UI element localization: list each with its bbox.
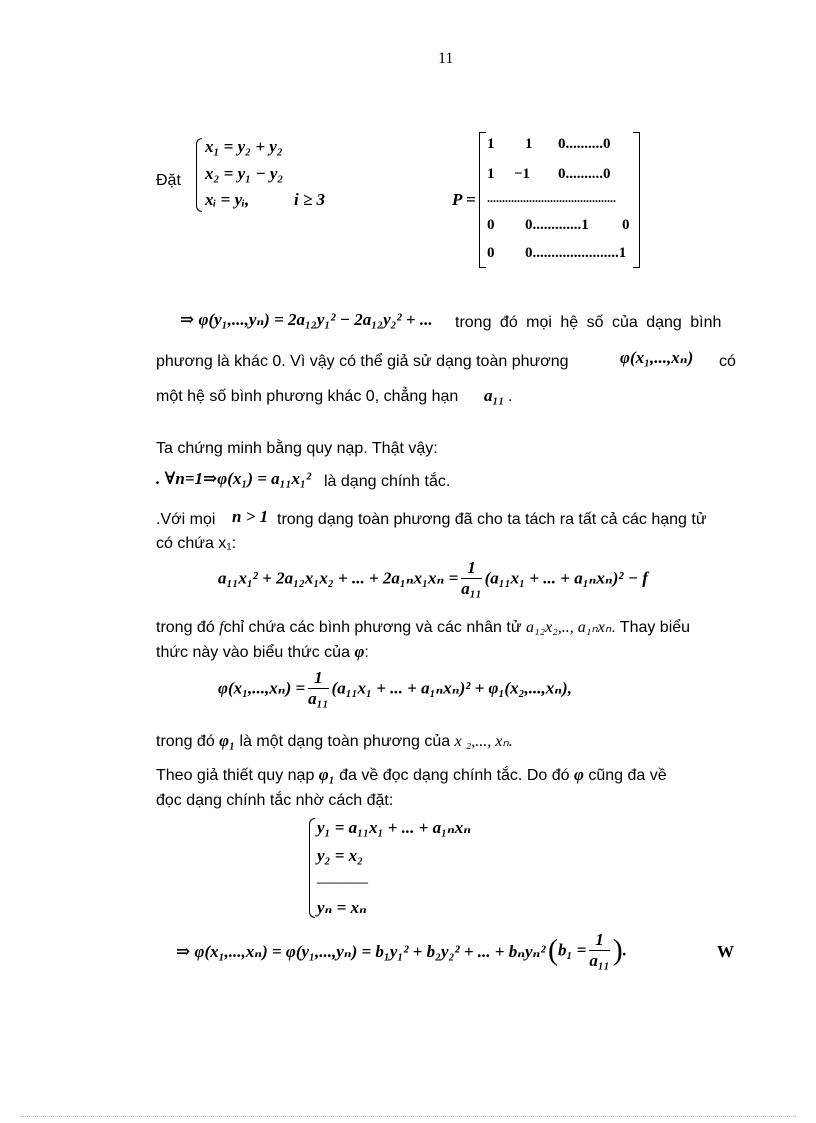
system1-eq1: x₁ = y₂ + y₂ — [205, 137, 283, 156]
eq-phi-frac-num: 1 — [308, 668, 328, 689]
para1-line3: một hệ số bình phương khác 0, chẳng hạn — [156, 388, 459, 405]
para-theo-phi1: φ₁ — [318, 765, 335, 784]
matrix-label: P = — [452, 190, 476, 209]
para1-formula: ⇒ φ(y₁,...,yₙ) = 2a₁₂y₁² − 2a₁₂y₂² + ... — [180, 310, 433, 329]
matrix-r2c3: 0..........0 — [558, 166, 611, 182]
para1-line2: phương là khác 0. Vì vậy có thể giả sử dạng toàn phương — [156, 353, 569, 370]
system2-eq4: yₙ = xₙ — [317, 898, 367, 917]
system1-eq3: xᵢ = yᵢ, — [205, 190, 250, 209]
system2-brace — [309, 818, 315, 918]
para-f-b: chỉ chứa các bình phương và các nhân tử — [223, 619, 522, 636]
eq-split-frac-num: 1 — [461, 558, 481, 579]
para-theo-c: cũng đa về — [588, 767, 667, 784]
matrix-r3-dots: ........................................... — [487, 191, 616, 205]
matrix-r4c2: 0.............1 — [525, 217, 589, 233]
final-b1: (b₁ = $\frac{1}{\text{a₁₁}}$ ). — [548, 930, 627, 970]
para1-line3-formula: a₁₁ — [484, 386, 505, 405]
eq-split — [218, 558, 648, 599]
para-f-line2 — [156, 642, 369, 662]
system2-eq3: ——— — [317, 872, 368, 891]
matrix-r5c1: 0 — [487, 245, 495, 261]
page-number: 11 — [438, 50, 454, 67]
eq-phi — [218, 668, 572, 709]
para-theo-line2: đọc dạng chính tắc nhờ cách đặt: — [156, 792, 394, 809]
para-phi1-symbol: φ₁ — [219, 731, 236, 750]
para-f-line1 — [156, 617, 690, 637]
system1-brace — [196, 138, 202, 212]
final-formula: ⇒ φ(x₁,...,xₙ) = φ(y₁,...,yₙ) = b₁y₁² + b₂y₂² + ... + bₙyₙ² — [176, 942, 546, 961]
para-theo-a: Theo giả thiết quy nạp — [156, 767, 315, 784]
final-b1-fraction — [589, 930, 609, 971]
system2-eq1: y₁ = a₁₁x₁ + ... + a₁ₙxₙ — [317, 818, 472, 837]
system1-eq2: x₂ = y₁ − y₂ — [205, 164, 284, 183]
induction-case1-text: là dạng chính tắc. — [324, 473, 451, 490]
para-theo-line1 — [156, 765, 667, 785]
para-f-f: f — [219, 619, 224, 636]
system2-eq2: y₂ = x₂ — [317, 846, 364, 865]
matrix-r4c1: 0 — [487, 217, 495, 233]
induction-case2-formula: n > 1 — [232, 507, 269, 526]
para-f-phi: φ — [354, 642, 365, 661]
eq-phi-rhs: (a₁₁x₁ + ... + a₁ₙxₙ)² + φ₁(x₂,...,xₙ), — [331, 678, 572, 698]
para1-line2-end: có — [719, 353, 736, 370]
matrix-r5c2: 0.......................1 — [525, 245, 627, 261]
induction-intro: Ta chứng minh bằng quy nạp. Thật vậy: — [156, 440, 438, 457]
para-phi1 — [156, 731, 513, 751]
induction-case2-b: trong dạng toàn phương đã cho ta tách ra tất cả các hạng tử — [277, 511, 707, 528]
final-b1-label: b₁ = — [558, 940, 587, 960]
matrix-r1c2: 1 — [525, 136, 533, 152]
para-phi1-a: trong đó — [156, 733, 215, 750]
matrix-r1c1: 1 — [487, 136, 495, 152]
para-phi1-b: là một dạng toàn phương của — [239, 733, 451, 750]
para-f-terms: a₁₂x₂,.., a₁ₙxₙ — [525, 619, 612, 636]
para1-line2-formula: φ(x₁,...,xₙ) — [620, 348, 694, 367]
matrix-left-bracket — [479, 132, 486, 268]
para1-line3-end: . — [508, 388, 513, 405]
para-phi1-vars: x ₂,..., xₙ. — [454, 733, 513, 750]
eq-phi-frac-den: a₁₁ — [308, 689, 329, 708]
page-bottom-border — [20, 1116, 796, 1117]
final-end: . — [622, 940, 627, 960]
para-f-line2-a: thức này vào biểu thức của — [156, 644, 350, 661]
matrix-r4c3: 0 — [622, 217, 630, 233]
matrix-right-bracket — [633, 132, 640, 268]
system1-condition: i ≥ 3 — [294, 190, 326, 209]
matrix-r2c2: −1 — [514, 166, 531, 182]
final-frac-num: 1 — [589, 930, 609, 951]
final-frac-den: a₁₁ — [589, 951, 610, 970]
induction-case2-c: có chứa x₁: — [156, 535, 237, 552]
eq-split-frac-den: a₁₁ — [461, 579, 482, 598]
dat-label: Đặt — [156, 172, 181, 189]
qed-mark: W — [717, 942, 734, 961]
eq-split-fraction — [461, 558, 481, 599]
eq-phi-fraction — [308, 668, 328, 709]
matrix-r1c3: 0..........0 — [558, 136, 611, 152]
para-theo-b: đa về đọc dạng chính tắc. Do đó — [339, 767, 570, 784]
para1-text: trong đó mọi hệ số của dạng bình — [455, 314, 722, 331]
induction-case2-a: .Với mọi — [156, 511, 216, 528]
eq-split-rhs: (a₁₁x₁ + ... + a₁ₙxₙ)² − f — [484, 568, 648, 588]
eq-split-lhs: a₁₁x₁² + 2a₁₂x₁x₂ + ... + 2a₁ₙx₁xₙ = — [218, 568, 459, 588]
para-theo-phi: φ — [573, 765, 584, 784]
para-f-line2-b: : — [364, 644, 369, 661]
para-f-a: trong đó — [156, 619, 215, 636]
matrix-r2c1: 1 — [487, 166, 495, 182]
induction-case1-formula: . ∀n=1⇒φ(x₁) = a₁₁x₁² — [156, 469, 312, 488]
eq-phi-lhs: φ(x₁,...,xₙ) = — [218, 678, 306, 698]
para-f-c: . Thay biểu — [611, 619, 691, 636]
